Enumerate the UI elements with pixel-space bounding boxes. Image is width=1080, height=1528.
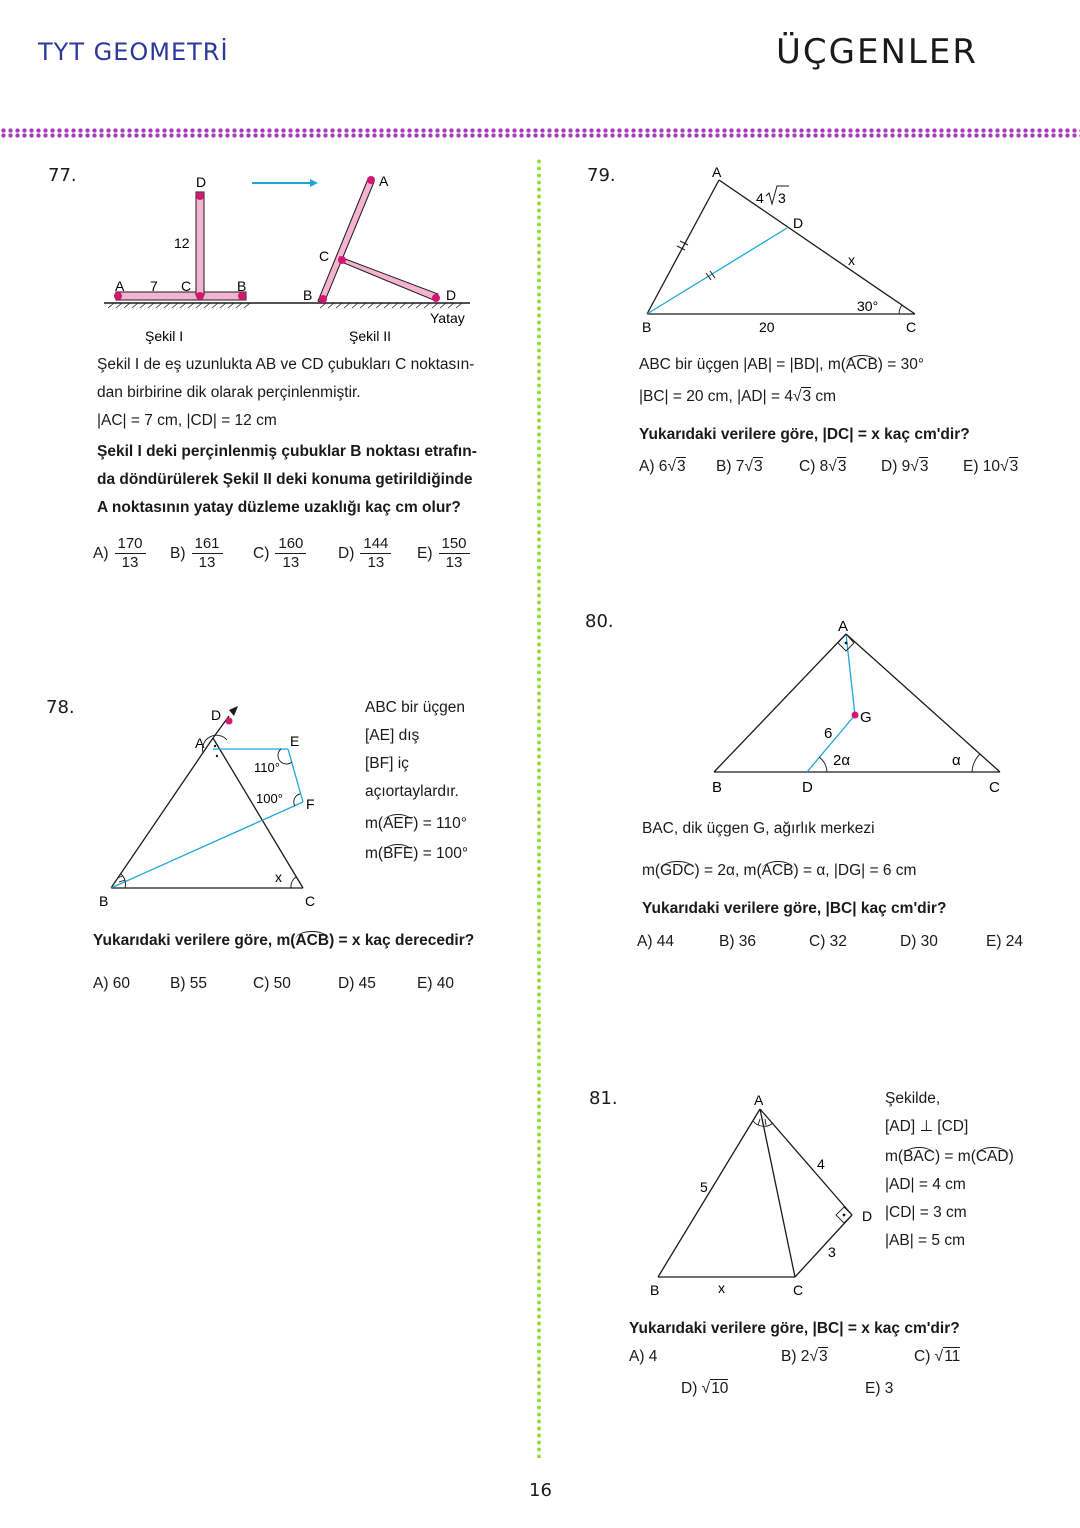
q80-label-g: G [860,709,872,726]
q78-option-b[interactable]: B) 55 [170,975,208,992]
q77-option-b[interactable] [170,535,223,572]
q78-point-d [226,718,233,725]
q81-side-ad [760,1109,852,1215]
q80-line1: BAC, dik üçgen G, ağırlık merkezi [642,820,875,837]
q78-label-x: x [275,869,282,885]
q79-option-a[interactable]: A) 6√3 [639,458,686,475]
q81-label-b: B [650,1282,660,1298]
q77-point-c1 [196,292,204,300]
q77-option-e[interactable] [417,535,470,572]
q77-option-c-den: 13 [282,554,300,571]
q78-label-angle110: 110° [254,760,280,775]
q78-label-a: A [195,735,205,751]
q80-label-alpha: α [952,752,961,769]
q77-label-twelve: 12 [174,235,190,251]
q77-label-d2: D [446,287,457,303]
q79-option-c[interactable]: C) 8√3 [799,458,847,475]
q81-label-a: A [754,1092,764,1108]
q81-option-e[interactable]: E) 3 [865,1380,894,1397]
q80-angle-d-arc [819,757,827,772]
q80-option-a[interactable]: A) 44 [637,933,675,950]
q78-label-d: D [211,707,222,723]
q77-option-c-label: C) [253,544,270,562]
q77-label-seven: 7 [150,278,158,294]
q77-option-a-den: 13 [121,554,139,571]
q77-label-a2: A [379,173,389,189]
q77-option-a[interactable] [93,535,146,572]
q77-option-e-den: 13 [445,554,463,571]
q80-label-a: A [838,618,849,635]
q77-option-a-fraction [115,535,146,572]
q78-segment-ef [288,749,303,802]
q77-option-d[interactable] [338,535,391,572]
q79-label-d: D [793,215,804,231]
q77-arrow-head [310,179,318,187]
q77-text-line2: dan birbirine dik olarak perçinlenmiştir. [97,384,361,401]
q78-side-m1: m(AEF) = 110° [365,815,467,832]
q77-point-c2 [338,256,346,264]
q80-side-ac [846,634,1000,772]
q81-option-b[interactable]: B) 2√3 [781,1348,828,1365]
q77-option-b-label: B) [170,544,186,562]
q77-option-a-label: A) [93,544,109,562]
q77-option-d-label: D) [338,544,355,562]
q77-option-d-fraction [360,535,391,572]
q80-label-b: B [712,779,723,796]
q79-label-x: x [848,252,855,268]
q80-label-d: D [802,779,813,796]
q81-side-dc [795,1215,852,1277]
q81-side-ab [658,1109,760,1277]
q81-label-three: 3 [828,1244,836,1260]
q77-option-c-num: 160 [275,535,306,554]
q78-figure [95,698,355,918]
q77-question-line2: da döndürülerek Şekil II deki konuma getirildiğinde [97,471,473,488]
q80-question: Yukarıdaki verilere göre, |BC| kaç cm'dir? [642,900,947,917]
q80-number: 80. [585,611,614,632]
q78-side-info [365,694,525,868]
q79-question: Yukarıdaki verilere göre, |DC| = x kaç cm'dir? [639,426,970,443]
q77-text-line3: |AC| = 7 cm, |CD| = 12 cm [97,412,277,429]
q78-label-f: F [306,796,315,812]
q77-question-line3: A noktasının yatay düzleme uzaklığı kaç cm olur? [97,499,461,516]
q80-option-c[interactable]: C) 32 [809,933,847,950]
q79-line1: ABC bir üçgen |AB| = |BD|, m(ACB) = 30° [639,356,925,373]
q81-option-c[interactable]: C) √11 [914,1348,961,1365]
header-right-title: ÜÇGENLER [776,32,978,72]
q81-side-line3: m(BAC) = m(CAD) [885,1148,1014,1165]
q78-side-m2-arc: BFE [383,845,414,862]
q79-label-b: B [642,319,652,335]
q79-angle-c-arc [899,305,902,314]
q79-side-ac [719,180,915,314]
page-number: 16 [529,1480,552,1501]
q77-point-d1 [196,192,204,200]
q77-option-d-den: 13 [367,554,385,571]
q81-question: Yukarıdaki verilere göre, |BC| = x kaç cm'dir? [629,1320,960,1337]
q77-point-a2 [367,176,375,184]
q81-option-d[interactable]: D) √10 [681,1380,729,1397]
header-dotted-divider [0,128,1080,138]
q80-label-six: 6 [824,725,833,742]
q77-point-d2 [432,294,440,302]
q78-question-arc: ACB [295,932,330,949]
q80-line2: m(GDC) = 2α, m(ACB) = α, |DG| = 6 cm [642,862,917,879]
q79-option-b[interactable]: B) 7√3 [716,458,763,475]
q78-option-e[interactable]: E) 40 [417,975,455,992]
q80-label-c: C [989,779,1000,796]
q81-side-info [885,1085,1075,1255]
q77-label-sekil2: Şekil II [349,328,392,344]
q80-option-b[interactable]: B) 36 [719,933,757,950]
q80-point-g [852,712,859,719]
q81-number: 81. [589,1088,618,1109]
q77-rod-ab-rotated [318,179,374,303]
q79-label-a: A [712,164,722,180]
q81-label-four: 4 [817,1156,825,1172]
q79-label-ad-root: 3 [778,190,786,206]
q78-side-line4: açıortaylardır. [365,783,459,800]
q77-label-yatay: Yatay [430,310,465,326]
q80-option-d[interactable]: D) 30 [900,933,938,950]
q78-side-line1: ABC bir üçgen [365,699,465,716]
q79-label-angle: 30° [857,298,879,314]
q77-label-b1: B [237,278,247,294]
q80-line2-arc2: ACB [761,862,794,879]
q77-body [97,351,517,522]
q80-side-ab [714,634,846,772]
q78-option-c[interactable]: C) 50 [253,975,291,992]
q79-option-e[interactable]: E) 10√3 [963,458,1019,475]
q77-option-b-num: 161 [192,535,223,554]
q79-line2: |BC| = 20 cm, |AD| = 4√3 cm [639,388,837,405]
q77-option-b-fraction [192,535,223,572]
q81-side-arc2: CAD [975,1148,1009,1165]
q79-line1-arc: ACB [845,356,878,373]
q77-rod-cd [196,192,204,295]
q77-label-sekil1: Şekil I [145,328,184,344]
q79-body [639,351,1059,449]
q81-label-c: C [793,1282,804,1298]
q78-arrow-head [229,706,238,716]
q81-side-line4: |AD| = 4 cm [885,1176,966,1193]
q77-label-c1: C [181,278,192,294]
q77-label-c2: C [319,248,330,264]
q79-segment-bd [647,228,787,314]
q77-option-e-label: E) [417,544,433,562]
q78-option-a[interactable]: A) 60 [93,975,131,992]
q77-option-d-num: 144 [360,535,391,554]
q79-label-bc: 20 [759,319,775,335]
q80-body [642,815,1062,923]
q78-side-line2: [AE] dış [365,727,420,744]
q80-line2-arc1: GDC [660,862,695,879]
q81-side-arc1: BAC [903,1148,935,1165]
q77-option-b-den: 13 [198,554,216,571]
q77-option-c-fraction [275,535,306,572]
q81-label-x: x [718,1280,725,1296]
q78-label-e: E [290,733,300,749]
q81-side-line5: |CD| = 3 cm [885,1204,967,1221]
q79-line2-root: 3 [802,388,812,405]
q81-option-a[interactable]: A) 4 [629,1348,658,1365]
q78-label-b: B [99,893,109,909]
q78-angle-a-arc [202,735,227,753]
q77-label-a1: A [115,278,125,294]
q77-option-c[interactable] [253,535,306,572]
q79-label-ad: 4 [756,190,764,206]
q79-number: 79. [587,165,616,186]
q77-text-line1: Şekil I de eş uzunlukta AB ve CD çubukları C noktasın- [97,356,475,373]
q78-side-m1-arc: AEF [383,815,414,832]
q81-figure [640,1085,880,1305]
q77-question-line1: Şekil I deki perçinlenmiş çubuklar B noktası etrafın- [97,443,477,460]
q80-angle-c-arc [972,754,980,772]
q77-number: 77. [48,165,77,186]
q77-label-b2: B [303,287,313,303]
q79-side-ab [647,180,719,314]
q80-figure [700,612,1020,802]
q80-option-e[interactable]: E) 24 [986,933,1024,950]
q81-side-line1: Şekilde, [885,1090,941,1107]
q79-option-d[interactable]: D) 9√3 [881,458,929,475]
q77-label-d1: D [196,174,207,190]
q80-label-two-alpha: 2α [833,752,851,769]
q81-side-line2: [AD] ⊥ [CD] [885,1118,969,1135]
q77-option-e-fraction [439,535,470,572]
q77-point-b2 [319,295,327,303]
q78-number: 78. [46,697,75,718]
q81-segment-ac [760,1109,795,1277]
q77-option-a-num: 170 [115,535,146,554]
q78-label-c: C [305,893,316,909]
q81-label-five: 5 [700,1179,708,1195]
header-left-title: TYT GEOMETRİ [38,38,229,66]
q78-option-d[interactable]: D) 45 [338,975,376,992]
q81-label-d: D [862,1208,873,1224]
q78-side-line3: [BF] iç [365,755,409,772]
q78-angle-c-arc [291,877,296,888]
q77-rod-cd-rotated [340,257,438,301]
q81-side-line6: |AB| = 5 cm [885,1232,965,1249]
q78-question: Yukarıdaki verilere göre, m(ACB) = x kaç derecedir? [93,932,475,949]
column-dotted-divider [535,158,543,1458]
q79-figure [635,160,935,345]
q78-side-m2: m(BFE) = 100° [365,845,469,862]
q79-label-c: C [906,319,917,335]
q77-option-e-num: 150 [439,535,470,554]
q77-figure [90,160,490,350]
q78-label-angle100: 100° [256,791,283,806]
